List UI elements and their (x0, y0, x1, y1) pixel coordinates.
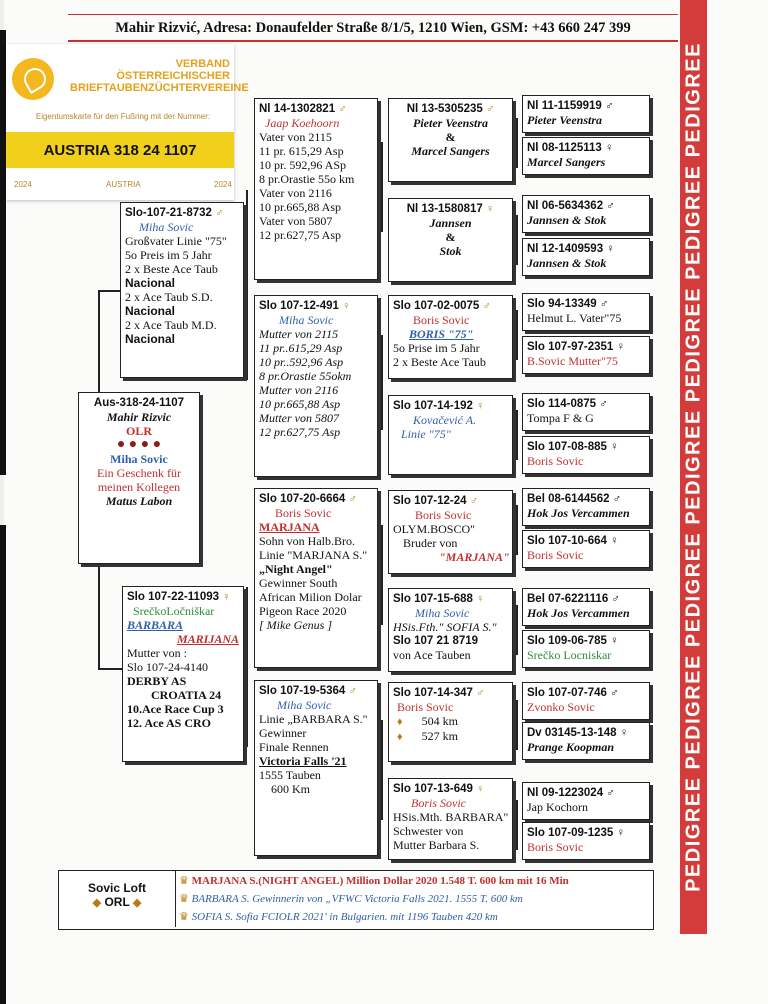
ownership-card (6, 44, 249, 200)
race-icons: ● ● ● ● (116, 437, 162, 452)
loft-name: Sovic Loft (87, 881, 146, 895)
achievement-row: SOFIA S. Sofia FCIOLR 2021' in Bulgarien. mit 1196 Tauben 420 km (191, 911, 498, 923)
info-line: HSis.Fth." SOFIA S." (393, 620, 497, 634)
info-line: Marcel Sangers (411, 144, 490, 158)
dam-line: DERBY AS (127, 674, 187, 688)
info-line: & (445, 230, 456, 244)
ring-id: Slo 107-12-24 (393, 495, 467, 507)
ring-number: AUSTRIA 318 24 1107 (43, 142, 197, 159)
connector-line (98, 668, 122, 670)
ring-id: Bel 07-6221116 ♂ (527, 593, 621, 605)
connector-line (98, 290, 120, 292)
connector-line (516, 605, 518, 655)
main-name: Miha Sovic (110, 452, 168, 466)
medal-icon: ♦ (397, 731, 403, 743)
info-line: HSis.Mth. BARBARA" (393, 810, 509, 824)
sire-line: 5o Preis im 5 Jahr (125, 248, 212, 262)
breeder: Miha Sovic (279, 313, 334, 327)
great-great-grandparent-box (522, 782, 650, 820)
gift-line: Ein Geschenk für (97, 466, 181, 480)
female-icon: ♀ (476, 593, 485, 605)
breeder: Marcel Sangers (527, 155, 606, 169)
great-great-grandparent-box (522, 682, 650, 720)
ring-id: Slo 107-08-885 ♀ (527, 441, 619, 453)
info-line: Gewinner South (259, 576, 338, 590)
ring-id: Slo 107-14-347 (393, 687, 473, 699)
great-great-grandparent-box (522, 137, 650, 175)
breeder: Zvonko Sovic (527, 700, 595, 714)
giver-name: Matus Labon (105, 494, 173, 508)
info-line: von Ace Tauben (393, 648, 471, 662)
main-ring-id: Aus-318-24-1107 (93, 397, 185, 409)
info-line: Boris Sovic (397, 700, 454, 714)
loft-cell (59, 871, 176, 927)
great-grandparent-box (388, 295, 513, 379)
sire-box (120, 202, 244, 378)
female-icon: ♀ (342, 300, 351, 312)
info-line: Boris Sovic (415, 508, 472, 522)
ring-id: Dv 03145-13-148 ♀ (527, 727, 629, 739)
ring-id: Nl 13-5305235 (406, 103, 483, 115)
country-label: AUSTRIA (106, 180, 141, 189)
ring-id: Slo 107-13-649 (393, 783, 473, 795)
male-icon: ♂ (348, 685, 357, 697)
connector-line (516, 310, 518, 360)
olr-tag: OLR (125, 424, 152, 438)
pigeon-logo-icon (12, 58, 54, 100)
grandparent-box (254, 488, 378, 668)
ring-id: Nl 11-1159919 ♂ (527, 100, 614, 112)
ring-id: Slo 114-0875 ♂ (527, 398, 608, 410)
ring-id: Slo 107-09-1235 ♀ (527, 827, 626, 839)
connector-line (516, 505, 518, 555)
info-line: African Milion Dolar (259, 590, 362, 604)
dam-name: BARBARA (127, 618, 184, 632)
connector-line (381, 335, 383, 430)
info-line: "MARJANA" (439, 550, 510, 564)
info-line: 600 Km (271, 782, 310, 796)
ring-id: Nl 14-1302821 (259, 103, 336, 115)
trophy-icon: ♛ (179, 911, 189, 923)
female-icon: ♀ (222, 591, 231, 603)
ring-icon: ◆ (132, 897, 142, 909)
dam-line: 10.Ace Race Cup 3 (127, 702, 224, 716)
male-icon: ♂ (338, 103, 347, 115)
info-line: Vater von 2115 (259, 130, 332, 144)
connector-line (381, 720, 383, 820)
info-line: & (445, 130, 456, 144)
breeder: Boris Sovic (275, 506, 332, 520)
male-icon: ♂ (486, 103, 495, 115)
breeder: Boris Sovic (527, 454, 584, 468)
sire-line: Nacional (125, 332, 176, 346)
ring-id: Slo 107-20-6664 (259, 493, 346, 505)
male-icon: ♂ (348, 493, 357, 505)
ring-id: Nl 12-1409593 ♀ (527, 243, 615, 255)
info-line: Boris Sovic (411, 796, 466, 810)
ring-id: Nl 09-1223024 ♂ (527, 787, 615, 799)
great-great-grandparent-box (522, 95, 650, 133)
breeder: Boris Sovic (527, 548, 584, 562)
info-line: 8 pr.Orastie 55o km (259, 172, 355, 186)
connector-line (246, 190, 248, 380)
info-line: 10 pr. 592,96 ASp (259, 158, 347, 172)
connector-line (516, 700, 518, 750)
ring-icon: ◆ (92, 897, 102, 909)
breeder: Tompa F & G (527, 411, 594, 425)
dam-breeder: SrečkoLočniškar (133, 604, 215, 618)
sire-line: Nacional (125, 304, 176, 318)
info-line: 12 pr.627,75 Asp (259, 425, 341, 439)
info-line: Schwester von (393, 824, 464, 838)
breeder: Prange Koopman (527, 740, 615, 754)
info-line: „Night Angel" (259, 562, 333, 576)
info-line: OLYM.BOSCO" (393, 522, 476, 536)
ring-id: Slo 107-02-0075 (393, 300, 480, 312)
dam-name-2: MARIJANA (176, 632, 239, 646)
ring-id: Slo 107-10-664 ♀ (527, 535, 619, 547)
sidebar-word-repeat: PEDIGREE PEDIGREE PEDIGREE PEDIGREE PEDIGREE PEDIGREE PEDIGREE (682, 42, 704, 892)
info-line: Boris Sovic (413, 313, 470, 327)
great-great-grandparent-box (522, 336, 650, 374)
great-grandparent-box (388, 395, 513, 475)
breeder: Jaap Koehoorn (265, 116, 340, 130)
info-line: Victoria Falls '21 (259, 754, 347, 768)
connector-line (381, 525, 383, 625)
great-great-grandparent-box (522, 238, 650, 276)
great-grandparent-box (388, 588, 513, 672)
sire-line: Nacional (125, 276, 176, 290)
info-line: Linie "MARJANA S." (259, 548, 368, 562)
connector-line (516, 118, 518, 168)
grandparent-box (254, 680, 378, 856)
achievement-row: BARBARA S. Gewinnerin von „VFWC Victoria Falls 2021. 1555 T. 600 km (191, 893, 523, 905)
great-great-grandparent-box (522, 488, 650, 526)
breeder: Jap Kochorn (527, 800, 588, 814)
info-line: 12 pr.627,75 Asp (259, 228, 342, 242)
sire-line: 2 x Beste Ace Taub (125, 262, 218, 276)
sire-line: Großvater Linie "75" (125, 234, 227, 248)
female-icon: ♀ (486, 203, 495, 215)
owner-name: Mahir Rizvic (106, 410, 172, 424)
info-line: 10 pr.665,88 Asp (259, 397, 341, 411)
dam-ring-id: Slo 107-22-11093 (127, 591, 220, 603)
ring-id: Slo 107-12-491 (259, 300, 339, 312)
connector-line (516, 410, 518, 460)
info-line: Stok (439, 244, 462, 258)
breeder: Hok Jos Vercammen (527, 606, 630, 620)
header-rule (68, 14, 678, 15)
ring-id: Slo 107-07-746 ♂ (527, 687, 619, 699)
sire-line: 2 x Ace Taub S.D. (125, 290, 213, 304)
medal-icon: ♦ (397, 716, 403, 728)
info-line: MARJANA (259, 520, 320, 534)
great-great-grandparent-box (522, 393, 650, 431)
dam-box (122, 586, 244, 762)
info-line: Pieter Veenstra (413, 116, 488, 130)
info-line: 1555 Tauben (259, 768, 321, 782)
sire-breeder: Miha Sovic (139, 220, 194, 234)
ring-id: Nl 13-1580817 (406, 203, 483, 215)
info-line: 2 x Beste Ace Taub (393, 355, 486, 369)
breeder: Boris Sovic (527, 840, 584, 854)
loft-tag: ◆ ORL ◆ (92, 895, 142, 909)
ring-id: Slo 94-13349 ♂ (527, 298, 609, 310)
connector-line (516, 800, 518, 850)
sire-line: 2 x Ace Taub M.D. (125, 318, 217, 332)
info-line: 504 km (421, 714, 458, 728)
info-line: Finale Rennen (259, 740, 329, 754)
breeder: Hok Jos Vercammen (527, 506, 630, 520)
info-line: 10 pr.665,88 Asp (259, 200, 342, 214)
info-line: Miha Sovic (415, 606, 470, 620)
ring-id: Nl 08-1125113 ♀ (527, 142, 614, 154)
info-line: Mutter von 5807 (259, 411, 339, 425)
pedigree-sidebar-text (680, 0, 707, 934)
info-line: Linie „BARBARA S." (259, 712, 368, 726)
great-great-grandparent-box (522, 822, 650, 860)
great-grandparent-box (388, 778, 513, 860)
dam-line: Slo 107-24-4140 (127, 660, 208, 674)
info-line: Jannsen (429, 216, 472, 230)
info-line: Mutter von 2115 (259, 327, 339, 341)
page-edge (0, 525, 6, 1004)
sire-ring-id: Slo-107-21-8732 (125, 207, 212, 219)
great-grandparent-box (388, 490, 513, 574)
breeder: Pieter Veenstra (527, 113, 602, 127)
dam-line: CROATIA 24 (151, 688, 222, 702)
ring-id: Slo 107-19-5364 (259, 685, 346, 697)
ring-id: Slo 107-97-2351 ♀ (527, 341, 626, 353)
great-great-grandparent-box (522, 588, 650, 626)
ring-id: Bel 08-6144562 ♂ (527, 493, 622, 505)
breeder: Miha Sovic (277, 698, 332, 712)
card-subtitle: Eigentumskarte für den Fußring mit der Nummer: (35, 112, 211, 121)
info-line: Sohn von Halb.Bro. (259, 534, 355, 548)
association-name: VERBAND ÖSTERREICHISCHER BRIEFTAUBENZÜCHTERVEREINE (70, 58, 249, 94)
great-great-grandparent-box (522, 722, 650, 760)
ring-id: Slo 109-06-785 ♀ (527, 635, 619, 647)
ring-id: Slo 107-14-192 (393, 400, 473, 412)
connector-line (381, 142, 383, 232)
female-icon: ♀ (476, 400, 485, 412)
breeder: B.Sovic Mutter"75 (527, 354, 618, 368)
male-icon: ♂ (482, 300, 491, 312)
info-line: 8 pr.Orastie 55okm (259, 369, 352, 383)
dam-line: Mutter von : (127, 646, 187, 660)
great-great-grandparent-box (522, 530, 650, 568)
male-icon: ♂ (469, 495, 478, 507)
trophy-icon: ♛ (179, 875, 189, 887)
info-line: Gewinner (259, 726, 307, 740)
achievements-footer (58, 870, 654, 930)
info-line: 11 pr..615,29 Asp (259, 341, 343, 355)
info-line: 10 pr..592,96 Asp (259, 355, 344, 369)
ring-id: Slo 107-15-688 (393, 593, 473, 605)
dam-line: 12. Ace AS CRO (127, 716, 211, 730)
breeder: Jannsen & Stok (527, 213, 607, 227)
grandparent-box (254, 295, 378, 477)
info-line: Mutter von 2116 (259, 383, 339, 397)
info-line: 11 pr. 615,29 Asp (259, 144, 344, 158)
grandparent-box (254, 98, 378, 280)
year-left: 2024 (14, 180, 32, 189)
achievement-row: MARJANA S.(NIGHT ANGEL) Million Dollar 2020 1.548 T. 600 km mit 16 Min (191, 875, 569, 887)
great-grandparent-box (388, 98, 513, 182)
breeder: Srečko Locniskar (527, 648, 612, 662)
ring-id: Nl 06-5634362 ♂ (527, 200, 615, 212)
year-right: 2024 (214, 180, 232, 189)
info-line: Vater von 5807 (259, 214, 333, 228)
great-great-grandparent-box (522, 630, 650, 668)
info-line: Pigeon Race 2020 (259, 604, 347, 618)
info-line: [ Mike Genus ] (259, 618, 332, 632)
female-icon: ♀ (476, 783, 485, 795)
info-line: Vater von 2116 (259, 186, 332, 200)
info-line: Linie "75" (401, 427, 451, 441)
trophy-icon: ♛ (179, 893, 189, 905)
great-great-grandparent-box (522, 293, 650, 331)
info-line: Bruder von (403, 536, 458, 550)
male-icon: ♂ (476, 687, 485, 699)
info-line: Mutter Barbara S. (393, 838, 480, 852)
breeder: Jannsen & Stok (527, 256, 607, 270)
connector-line (246, 587, 248, 747)
male-icon: ♂ (215, 207, 224, 219)
breeder: Helmut L. Vater"75 (527, 311, 622, 325)
info-line: Kovačević A. (413, 413, 477, 427)
info-line: 5o Prise im 5 Jahr (393, 341, 480, 355)
info-line: BORIS "75" (409, 327, 474, 341)
info-line: 527 km (421, 729, 458, 743)
great-grandparent-box (388, 198, 513, 282)
main-pigeon-box (78, 392, 200, 564)
info-line: Slo 107 21 8719 (393, 635, 479, 647)
connector-line (516, 215, 518, 265)
owner-address: Mahir Rizvić, Adresa: Donaufelder Straße 8/1/5, 1210 Wien, GSM: +43 660 247 399 (68, 20, 678, 42)
great-great-grandparent-box (522, 195, 650, 233)
great-grandparent-box (388, 682, 513, 762)
great-great-grandparent-box (522, 436, 650, 474)
gift-line: meinen Kollegen (97, 480, 181, 494)
